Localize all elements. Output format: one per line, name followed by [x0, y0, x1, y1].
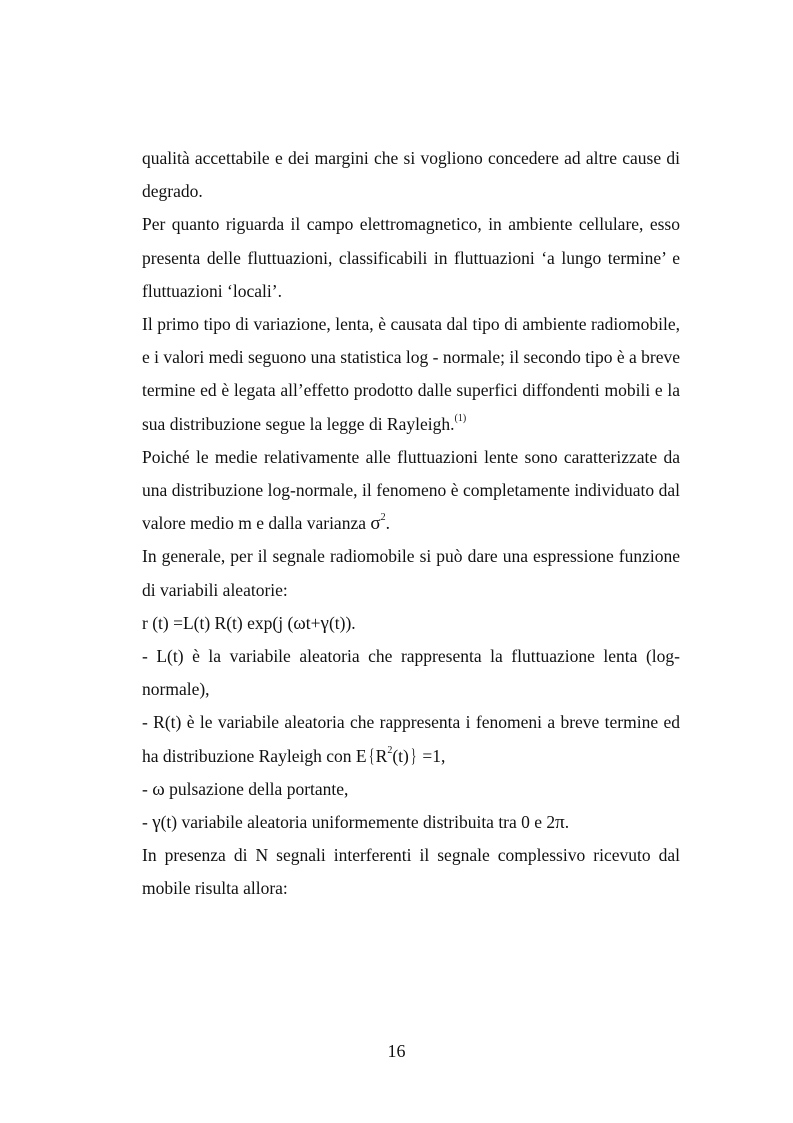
list-item-L: - L(t) è la variabile aleatoria che rappresenta la fluttuazione lenta (log-normale), [142, 646, 680, 700]
omega-symbol: ω [152, 778, 165, 800]
page-number: 16 [387, 1041, 406, 1061]
pi-symbol: π [555, 812, 565, 834]
paragraph-electromagnetic-field: Per quanto riguarda il campo elettromagnetico, in ambiente cellulare, esso presenta delle fluttuazioni, classificabili in fluttuazioni ‘a lungo termine’ e fluttuazioni ‘locali’. [142, 214, 680, 301]
footnote-ref: (1) [454, 412, 467, 424]
omega-symbol: ω [293, 612, 306, 634]
right-brace: } [410, 745, 417, 767]
list-item-gamma: - γ(t) variabile aleatoria uniformemente distribuita tra 0 e 2π. [142, 812, 570, 834]
left-brace: { [368, 745, 374, 767]
paragraph-interferers: In presenza di N segnali interferenti il segnale complessivo ricevuto dal mobile risulta allora: [142, 845, 680, 899]
paragraph-expression-intro: In generale, per il segnale radiomobile si può dare una espressione funzione di variabili aleatorie: [142, 546, 680, 600]
paragraph-quality: qualità accettabile e dei margini che si vogliono concedere ad altre cause di degrado. [142, 148, 680, 202]
paragraph-log-normal: Poiché le medie relativamente alle fluttuazioni lente sono caratterizzate da una distribuzione log-normale, il fenomeno è completamente individuato dal valore medio m e dalla varianza $\sigma^2$. [142, 446, 680, 535]
body-text [142, 142, 680, 906]
list-item-omega: - ω pulsazione della portante, [142, 778, 349, 800]
sigma-symbol: σ [370, 513, 381, 535]
gamma-symbol: γ [320, 612, 329, 634]
formula-r-t: r (t) =L(t) R(t) exp(j (ωt+γ(t)). [142, 612, 356, 634]
paragraph-variation-types: Il primo tipo di variazione, lenta, è causata dal tipo di ambiente radiomobile, e i valori medi seguono una statistica log - normale; il secondo tipo è a breve termine ed è legata all’effetto prodotto dalle superfici diffondenti mobili e la sua distribuzione segue la legge di Rayleigh.$^{(1)}$ [142, 314, 680, 434]
list-item-R: - R(t) è le variabile aleatoria che rappresenta i fenomeni a breve termine ed ha distribuzione Rayleigh con E{ $R^2(t)\} =1$, [142, 706, 680, 772]
gamma-symbol: γ [152, 812, 161, 834]
